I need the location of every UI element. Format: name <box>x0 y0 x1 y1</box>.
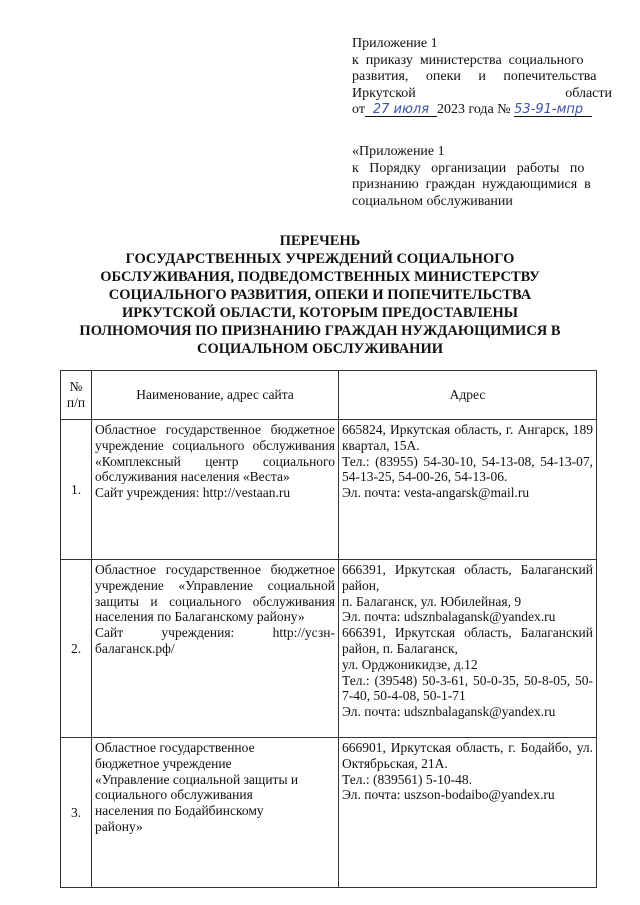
table-header-row <box>61 371 597 420</box>
table-row <box>61 560 597 738</box>
institution-name <box>92 560 339 738</box>
institution-address <box>339 420 597 560</box>
email-line: Эл. почта: uszson-bodaibo@yandex.ru <box>342 787 555 803</box>
appendix-line: к приказу министерства социального <box>352 52 584 68</box>
address-line: 665824, Иркутская область, г. Ангарск, 189 квартал, 15А. <box>342 422 593 453</box>
institution-site: Сайт учреждения: http://усзн-балаганск.рф/ <box>95 625 335 656</box>
handwritten-date: 27 июля <box>365 103 437 117</box>
appendix-reference <box>352 144 612 210</box>
institution-name-line: Областное государственное <box>95 740 255 755</box>
address-line: ул. Орджоникидзе, д.12 <box>342 656 478 672</box>
appendix-line: «Приложение 1 <box>352 144 445 159</box>
title-line: СОЦИАЛЬНОМ ОБСЛУЖИВАНИИ <box>196 341 444 357</box>
header-name: Наименование, адрес сайта <box>92 371 339 420</box>
appendix-line: развития, опеки и попечительства <box>352 69 597 84</box>
address-line: 666901, Иркутская область, г. Бодайбо, ул. Октябрьская, 21А. <box>342 740 593 771</box>
institution-name-line: социального обслуживания <box>95 787 253 803</box>
order-date-line <box>352 102 612 119</box>
appendix-line <box>352 86 612 103</box>
institution-name-line: району» <box>95 818 143 834</box>
institution-name-line: «Управление социальной защиты и <box>95 771 299 787</box>
institution-name <box>92 738 339 888</box>
table-row <box>61 420 597 560</box>
handwritten-order-number: 53-91-мпр <box>514 103 592 117</box>
date-year: 2023 года № <box>436 102 511 117</box>
header-num-sign: № <box>69 379 83 395</box>
appendix-line: признанию граждан нуждающимися в <box>352 177 591 192</box>
row-number: 2. <box>61 560 92 738</box>
row-number: 1. <box>61 420 92 560</box>
institution-name-line: населения по Бодайбинскому <box>95 803 264 819</box>
institution-address <box>339 738 597 888</box>
row-number: 3. <box>61 738 92 888</box>
title-line: ОБСЛУЖИВАНИЯ, ПОДВЕДОМСТВЕННЫХ МИНИСТЕРСТВУ <box>100 269 540 285</box>
header-num <box>61 371 92 420</box>
table-row <box>61 738 597 888</box>
institution-name-line: бюджетное учреждение <box>95 755 232 771</box>
institution-name <box>92 420 339 560</box>
title-line: СОЦИАЛЬНОГО РАЗВИТИЯ, ОПЕКИ И ПОПЕЧИТЕЛЬСТВА <box>108 287 532 303</box>
appendix-line: Приложение 1 <box>352 36 438 51</box>
title-line: ПЕРЕЧЕНЬ <box>279 233 361 249</box>
title-line: ПОЛНОМОЧИЯ ПО ПРИЗНАНИЮ ГРАЖДАН НУЖДАЮЩИМИСЯ В <box>79 323 561 339</box>
appendix-line: социальном обслуживании <box>352 193 513 209</box>
region-word: Иркутской <box>352 85 416 101</box>
date-prefix: от <box>352 102 365 117</box>
phone-line: Тел.: (83955) 54-30-10, 54-13-08, 54-13-07, 54-13-25, 54-00-26, 54-13-06. <box>342 453 593 485</box>
document-title <box>60 232 580 358</box>
address-line: п. Балаганск, ул. Юбилейная, 9 <box>342 593 522 609</box>
institution-name-text: Областное государственное бюджетное учреждение социального обслуживания «Комплексный центр социального обслуживания населения «Веста» <box>95 422 335 485</box>
institution-address <box>339 560 597 738</box>
phone-line: Тел.: (39548) 50-3-61, 50-0-35, 50-8-05, 50-7-40, 50-4-08, 50-1-71 <box>342 672 593 704</box>
address-line: 666391, Иркутская область, Балаганский район, п. Балаганск, <box>342 625 593 656</box>
email-line: Эл. почта: udsznbalagansk@yandex.ru <box>342 609 556 625</box>
title-line: ГОСУДАРСТВЕННЫХ УЧРЕЖДЕНИЙ СОЦИАЛЬНОГО <box>125 251 515 267</box>
email-line: Эл. почта: udsznbalagansk@yandex.ru <box>342 704 556 720</box>
institutions-table <box>60 370 597 888</box>
header-address: Адрес <box>339 371 597 420</box>
phone-line: Тел.: (839561) 5-10-48. <box>342 771 472 787</box>
appendix-line: к Порядку организации работы по <box>352 160 585 176</box>
institution-site: Сайт учреждения: http://vestaan.ru <box>95 485 291 501</box>
appendix-header <box>352 36 612 119</box>
title-line: ИРКУТСКОЙ ОБЛАСТИ, КОТОРЫМ ПРЕДОСТАВЛЕНЫ <box>121 305 519 321</box>
institution-name-text: Областное государственное бюджетное учреждение «Управление социальной защиты и социального обслуживания населения по Балаганскому району» <box>95 562 335 625</box>
header-num-abbr: п/п <box>66 395 86 410</box>
region-word: области <box>565 85 612 101</box>
address-line: 666391, Иркутская область, Балаганский район, <box>342 562 593 593</box>
email-line: Эл. почта: vesta-angarsk@mail.ru <box>342 485 530 501</box>
